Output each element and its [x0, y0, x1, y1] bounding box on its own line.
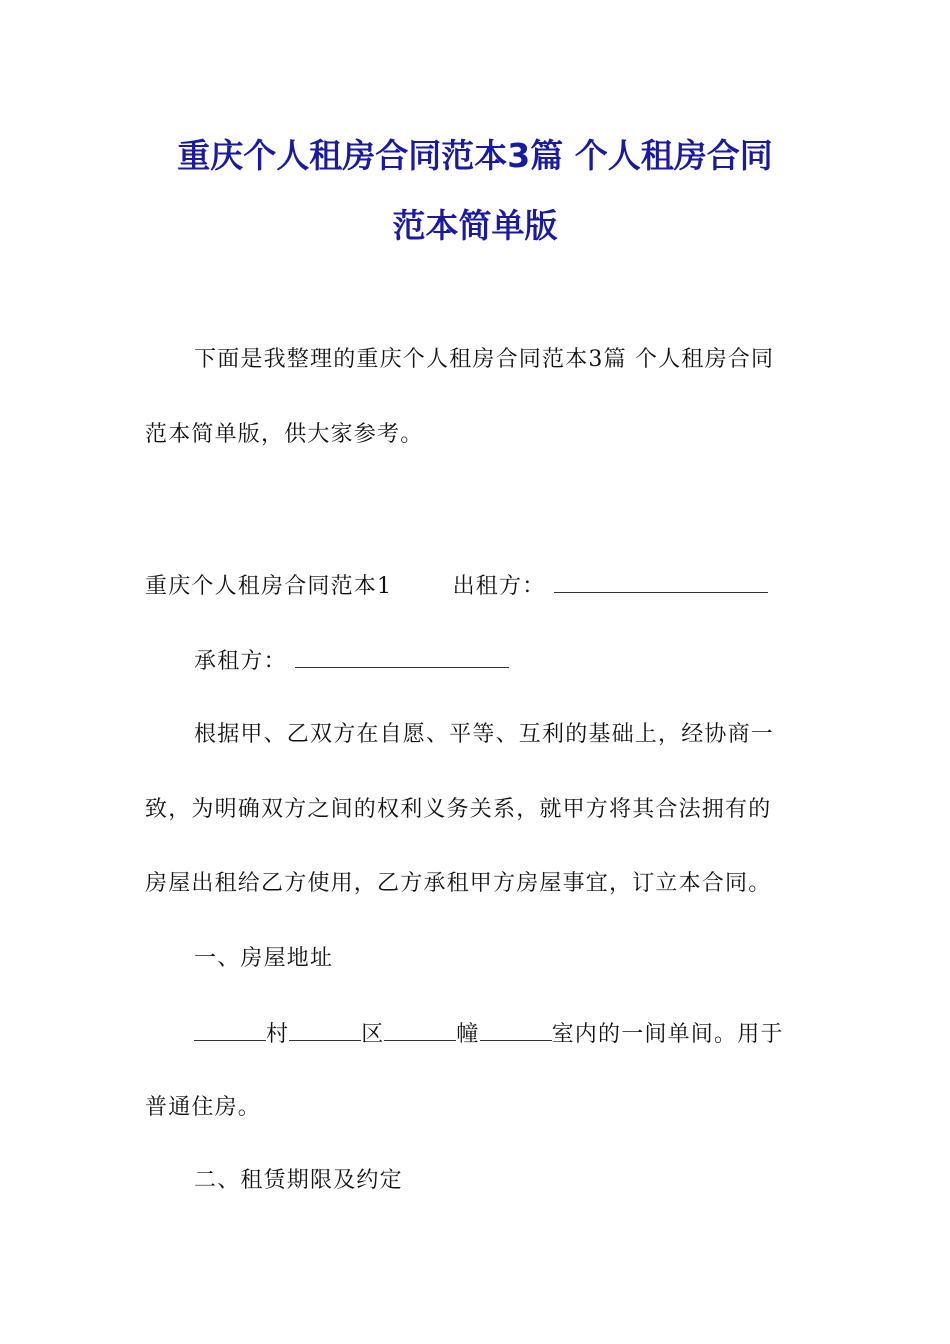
- document-title-line-2: 范本简单版: [392, 206, 558, 245]
- paragraph-1-line-2: 致，为明确双方之间的权利义务关系，就甲方将其合法拥有的: [145, 797, 772, 822]
- village-blank: [194, 1018, 266, 1041]
- lessee-label: 承租方：: [194, 649, 287, 674]
- contract-1-heading: 重庆个人租房合同范本1: [145, 574, 393, 599]
- lessor-blank: [554, 570, 768, 593]
- address-line: [194, 1018, 784, 1050]
- lessee-line: [194, 645, 509, 677]
- district-blank: [289, 1018, 361, 1041]
- section-2-heading: 二、租赁期限及约定: [194, 1168, 403, 1193]
- paragraph-1-line-1: 根据甲、乙双方在自愿、平等、互利的基础上，经协商一: [194, 722, 775, 747]
- building-blank: [384, 1018, 456, 1041]
- district-label: 区: [361, 1022, 385, 1047]
- intro-line-1: 下面是我整理的重庆个人租房合同范本3篇 个人租房合同: [194, 347, 775, 372]
- address-rest: 室内的一间单间。用于: [551, 1022, 784, 1047]
- intro-line-2: 范本简单版，供大家参考。: [145, 422, 424, 447]
- lessor-label: 出租方：: [452, 574, 546, 599]
- address-line-2: 普通住房。: [145, 1095, 262, 1120]
- document-title-line-1: 重庆个人租房合同范本3篇 个人租房合同: [177, 136, 773, 175]
- room-blank: [480, 1018, 552, 1041]
- paragraph-1-line-3: 房屋出租给乙方使用，乙方承租甲方房屋事宜，订立本合同。: [145, 871, 772, 896]
- contract-1-header-line: [145, 570, 768, 602]
- building-label: 幢: [456, 1022, 480, 1047]
- section-1-heading: 一、房屋地址: [194, 946, 334, 971]
- village-label: 村: [266, 1022, 290, 1047]
- lessee-blank: [295, 645, 509, 668]
